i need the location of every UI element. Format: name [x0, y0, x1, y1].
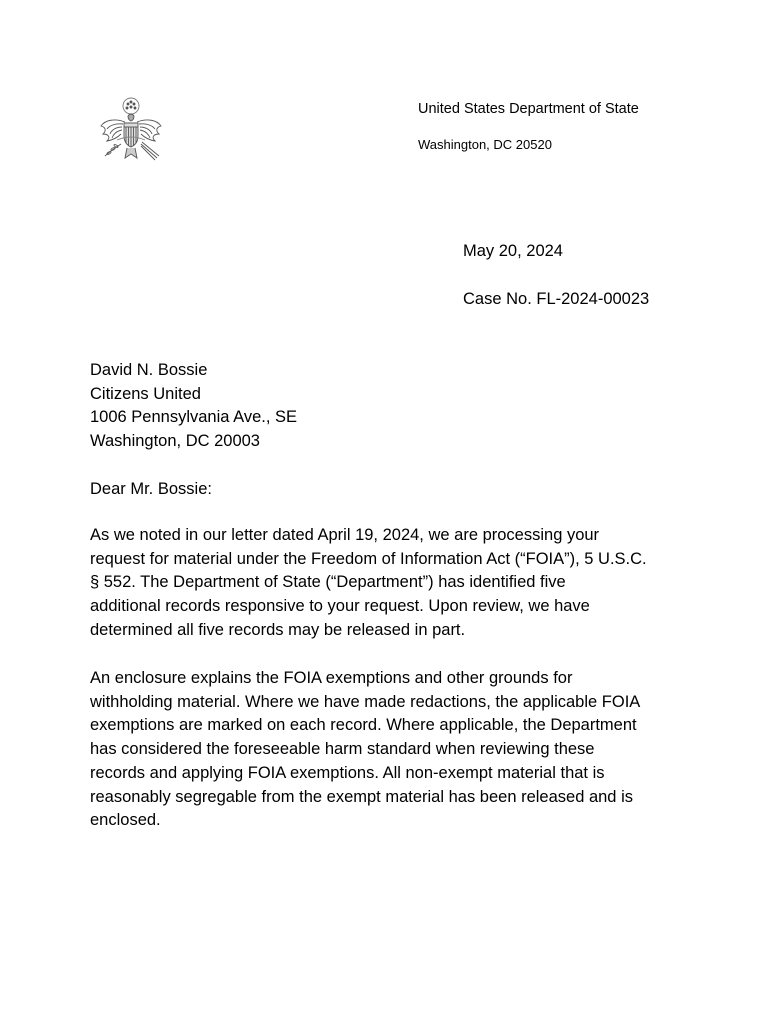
paragraph-line: has considered the foreseeable harm standard when reviewing these	[90, 740, 595, 759]
body-paragraph-2	[90, 667, 690, 833]
recipient-street: 1006 Pennsylvania Ave., SE	[90, 408, 298, 427]
paragraph-line: records and applying FOIA exemptions. All non-exempt material that is	[90, 763, 605, 782]
paragraph-line: enclosed.	[90, 811, 161, 830]
paragraph-line: reasonably segregable from the exempt material has been released and is	[90, 787, 633, 806]
salutation: Dear Mr. Bossie:	[90, 480, 212, 498]
great-seal-icon	[95, 96, 167, 170]
paragraph-line: An enclosure explains the FOIA exemptions and other grounds for	[90, 669, 573, 687]
recipient-address	[90, 359, 297, 454]
letterhead-address: Washington, DC 20520	[418, 137, 552, 152]
paragraph-line: exemptions are marked on each record. Where applicable, the Department	[90, 716, 637, 735]
paragraph-line: additional records responsive to your request. Upon review, we have	[90, 597, 590, 616]
paragraph-line: As we noted in our letter dated April 19, 2024, we are processing your	[90, 526, 600, 544]
case-number: Case No. FL-2024-00023	[463, 290, 650, 308]
letter-date: May 20, 2024	[463, 242, 563, 260]
recipient-city: Washington, DC 20003	[90, 432, 260, 451]
recipient-organization: Citizens United	[90, 384, 201, 403]
paragraph-line: determined all five records may be released in part.	[90, 620, 466, 639]
body-paragraph-1	[90, 524, 690, 643]
letterhead-department: United States Department of State	[418, 101, 639, 117]
paragraph-line: withholding material. Where we have made redactions, the applicable FOIA	[90, 692, 641, 711]
paragraph-line: request for material under the Freedom of Information Act (“FOIA”), 5 U.S.C.	[90, 549, 647, 568]
paragraph-line: § 552. The Department of State (“Department”) has identified five	[90, 573, 566, 592]
recipient-name: David N. Bossie	[90, 361, 208, 379]
